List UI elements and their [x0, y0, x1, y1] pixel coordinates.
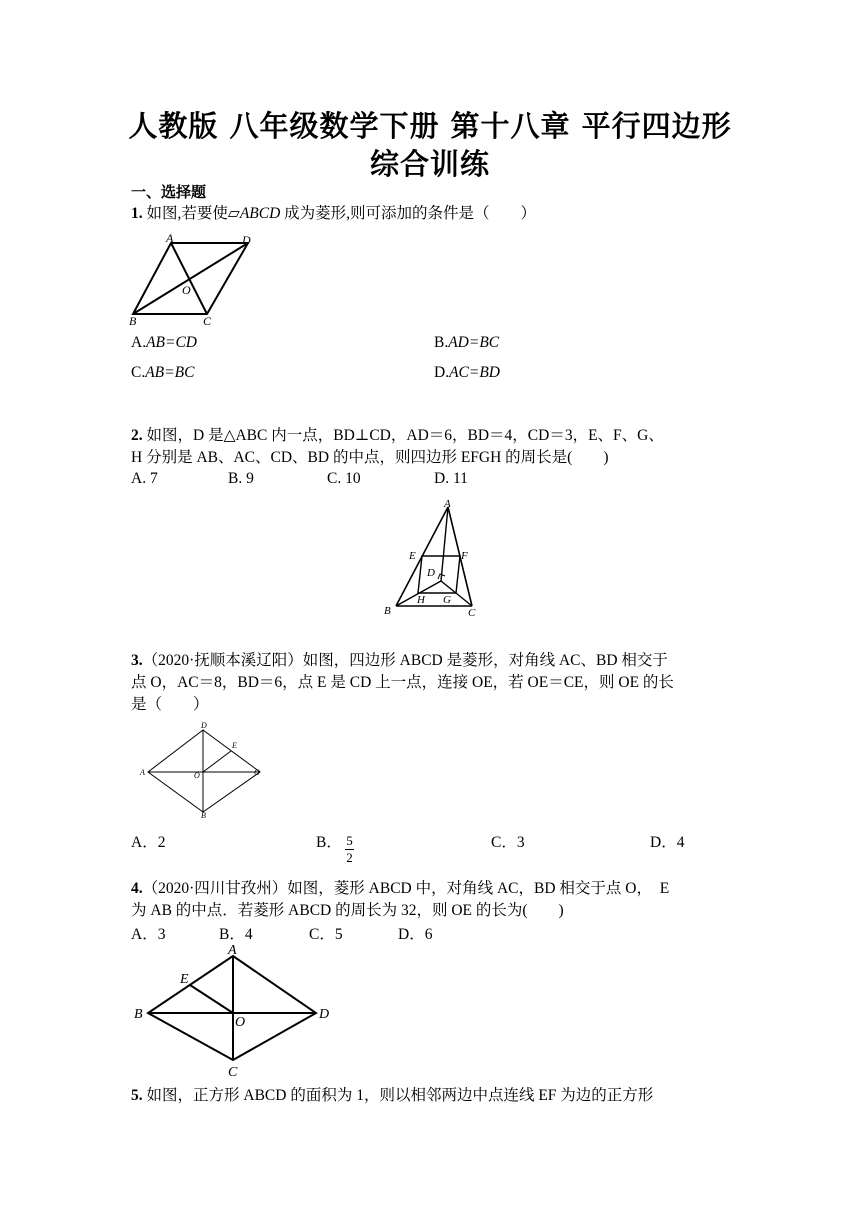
option-b[interactable] — [434, 334, 499, 352]
option-a[interactable]: A．3 — [131, 926, 166, 943]
option-text: AB=CD — [146, 334, 198, 351]
vertex-label: G — [443, 594, 451, 606]
vertex-label: B — [201, 811, 206, 820]
question-text: （2020·四川甘孜州）如图，菱形 ABCD 中，对角线 AC，BD 相交于点 O， E — [142, 880, 670, 897]
vertex-label: E — [180, 972, 189, 987]
question-text: （2020·抚顺本溪辽阳）如图，四边形 ABCD 是菱形，对角线 AC、BD 相交于 — [142, 652, 668, 669]
option-c[interactable] — [131, 364, 194, 382]
option-a[interactable]: A. 7 — [131, 470, 158, 487]
vertex-label: E — [232, 741, 237, 750]
vertex-label: D — [427, 567, 435, 579]
question-3-stem — [131, 650, 736, 672]
figure-q3-rhombus — [135, 720, 270, 820]
option-text: AC=BD — [449, 364, 501, 381]
question-1-stem — [131, 203, 736, 225]
vertex-label: C — [254, 768, 260, 777]
question-text: 如图,若要使 — [142, 205, 228, 222]
vertex-label: O — [182, 283, 191, 297]
question-number: 4. — [131, 880, 143, 897]
vertex-label: D — [242, 233, 251, 247]
question-number: 5. — [131, 1087, 143, 1104]
vertex-label: C — [203, 314, 212, 327]
option-b[interactable]: B. 9 — [228, 470, 254, 487]
question-4-stem-line2: 为 AB 的中点．若菱形 ABCD 的周长为 32，则 OE 的长为( ) — [131, 902, 564, 919]
vertex-label: A — [166, 232, 174, 245]
option-d[interactable]: D．4 — [650, 834, 685, 851]
document-title-line2: 综合训练 — [369, 147, 490, 181]
vertex-label: B — [384, 605, 391, 617]
vertex-label: B — [129, 314, 137, 327]
question-2-stem-line2: H 分别是 AB、AC、CD、BD 的中点，则四边形 EFGH 的周长是( ) — [131, 449, 609, 466]
question-number: 1. — [131, 205, 143, 222]
vertex-label: H — [417, 594, 425, 606]
figure-q4-rhombus — [128, 940, 338, 1080]
vertex-label: A — [228, 943, 237, 958]
option-text: AD=BC — [448, 334, 500, 351]
option-letter: B. — [434, 334, 449, 351]
option-letter: A. — [131, 334, 147, 351]
vertex-label: B — [134, 1007, 143, 1022]
option-c[interactable]: C．3 — [491, 834, 525, 851]
option-a[interactable] — [131, 334, 197, 352]
question-number: 2. — [131, 427, 143, 444]
option-b[interactable] — [316, 830, 342, 852]
section-heading: 一、选择题 — [131, 183, 207, 201]
fraction-five-halves — [345, 834, 354, 865]
vertex-label: O — [235, 1015, 246, 1030]
option-b[interactable]: B．4 — [219, 926, 253, 943]
vertex-label: C — [228, 1065, 238, 1080]
vertex-label: O — [194, 771, 200, 780]
option-c[interactable]: C. 10 — [327, 470, 361, 487]
question-2-stem — [131, 425, 736, 447]
question-number: 3. — [131, 652, 143, 669]
option-letter: C. — [131, 364, 146, 381]
vertex-label: C — [468, 607, 476, 619]
option-d[interactable]: D. 11 — [434, 470, 468, 487]
option-text: AB=BC — [145, 364, 195, 381]
question-5-stem — [131, 1085, 736, 1107]
vertex-label: E — [409, 550, 416, 562]
vertex-label: F — [461, 550, 468, 562]
question-3-stem-line3: 是（ ） — [131, 696, 209, 713]
option-c[interactable]: C．5 — [309, 926, 343, 943]
fraction-numerator: 5 — [346, 833, 353, 848]
question-4-stem — [131, 878, 736, 900]
question-3-stem-line2: 点 O，AC＝8，BD＝6，点 E 是 CD 上一点，连接 OE，若 OE＝CE，则 OE 的长 — [131, 674, 674, 691]
parallelogram-symbol: ▱ — [227, 205, 240, 222]
fraction-denominator: 2 — [346, 850, 353, 865]
question-text: 如图，D 是△ABC 内一点，BD⊥CD，AD＝6，BD＝4，CD＝3，E、F、G、 — [142, 427, 664, 444]
document-title-line1: 人教版 八年级数学下册 第十八章 平行四边形 — [128, 109, 732, 143]
option-d[interactable] — [434, 364, 500, 382]
figure-q2-triangle — [380, 495, 485, 620]
vertex-label: D — [319, 1007, 330, 1022]
question-text: 成为菱形,则可添加的条件是（ ） — [280, 205, 537, 222]
option-a[interactable]: A．2 — [131, 834, 166, 851]
vertex-label: D — [201, 721, 207, 730]
option-letter: D. — [434, 364, 450, 381]
vertex-label: A — [444, 498, 451, 510]
figure-q1-parallelogram — [125, 232, 265, 327]
question-text: 如图，正方形 ABCD 的面积为 1，则以相邻两边中点连线 EF 为边的正方形 — [142, 1087, 654, 1104]
vertex-label: A — [140, 768, 145, 777]
shape-name: ABCD — [239, 205, 281, 222]
option-letter: B． — [316, 834, 342, 851]
option-d[interactable]: D．6 — [398, 926, 433, 943]
